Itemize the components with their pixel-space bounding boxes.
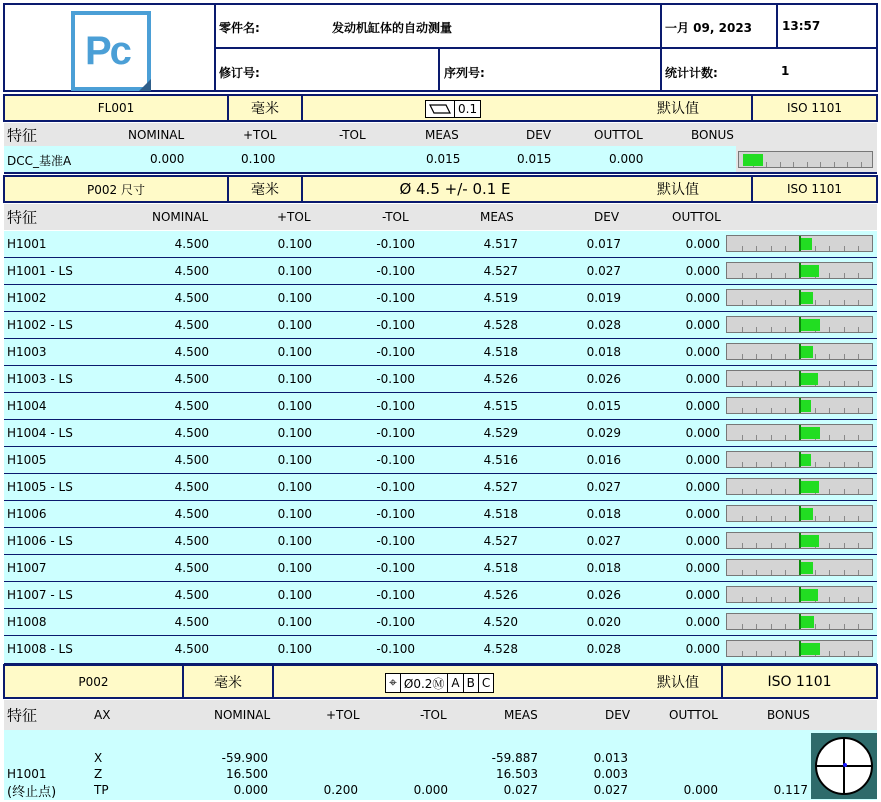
table-row — [4, 258, 877, 285]
meas-value: 4.527 — [483, 534, 518, 548]
deviation-gauge — [726, 316, 873, 333]
default-label: 默认值 — [657, 182, 699, 198]
dev-value: 0.028 — [586, 642, 621, 656]
dev-value: 0.018 — [586, 345, 621, 359]
target-plot — [811, 733, 877, 799]
mtol-value: -0.100 — [376, 480, 415, 494]
col-meas: MEAS — [425, 127, 459, 142]
outtol-value: 0.000 — [685, 615, 720, 629]
default-label: 默认值 — [657, 101, 699, 117]
datum-c: C — [481, 676, 491, 690]
dev-value: 0.013 — [593, 751, 628, 765]
table-row — [4, 420, 877, 447]
nominal-value: 0.000 — [150, 152, 185, 166]
table-row — [4, 447, 877, 474]
col-meas: MEAS — [504, 708, 538, 722]
deviation-fill — [800, 562, 813, 574]
iso-standard: ISO 1101 — [787, 182, 842, 196]
deviation-gauge — [726, 397, 873, 414]
meas-value: 4.529 — [483, 426, 518, 440]
feature-value: H1001 — [7, 237, 47, 251]
mtol-value: -0.100 — [376, 588, 415, 602]
feature-value: H1006 - LS — [7, 534, 73, 548]
table-row — [4, 146, 877, 174]
report-time: 13:57 — [782, 19, 821, 33]
outtol-value: 0.000 — [685, 534, 720, 548]
deviation-gauge — [726, 262, 873, 279]
col-dev: DEV — [526, 127, 552, 142]
p002-position-column-header — [4, 700, 877, 730]
nominal-value: 4.500 — [174, 561, 209, 575]
col-outtol: OUTTOL — [669, 708, 718, 722]
nominal-value: 4.500 — [174, 372, 209, 386]
dev-value: 0.027 — [586, 264, 621, 278]
feature-name: P002 — [78, 674, 109, 689]
table-row — [4, 339, 877, 366]
part-name-label: 零件名: — [219, 21, 260, 35]
dev-value: 0.018 — [586, 507, 621, 521]
outtol-value: 0.000 — [685, 318, 720, 332]
col-dev: DEV — [605, 708, 631, 722]
outtol-value: 0.000 — [685, 642, 720, 656]
col-meas: MEAS — [480, 210, 514, 224]
ptol-value: 0.100 — [277, 507, 312, 521]
ptol-value: 0.100 — [241, 152, 276, 166]
table-row — [4, 582, 877, 609]
col-ptol: +TOL — [326, 708, 360, 722]
outtol-value: 0.000 — [685, 237, 720, 251]
ptol-value: 0.100 — [277, 399, 312, 413]
mtol-value: -0.100 — [376, 453, 415, 467]
outtol-value: 0.000 — [685, 480, 720, 494]
revision-label: 修订号: — [219, 66, 260, 80]
feature-value: H1003 — [7, 345, 47, 359]
deviation-gauge — [726, 478, 873, 495]
mtol-value: -0.100 — [376, 318, 415, 332]
col-feature: 特征 — [7, 706, 38, 725]
flatness-fcf — [425, 100, 481, 118]
mtol-value: -0.100 — [376, 615, 415, 629]
ptol-value: 0.100 — [277, 561, 312, 575]
deviation-gauge — [726, 289, 873, 306]
meas-value: 4.527 — [483, 264, 518, 278]
meas-value: 0.027 — [503, 783, 538, 797]
outtol-value: 0.000 — [685, 588, 720, 602]
mtol-value: -0.100 — [376, 291, 415, 305]
dev-value: 0.027 — [586, 534, 621, 548]
feature-value: H1005 - LS — [7, 480, 73, 494]
outtol-value: 0.000 — [685, 426, 720, 440]
deviation-gauge — [726, 424, 873, 441]
dimension-callout: Ø 4.5 +/- 0.1 E — [399, 180, 511, 198]
table-row — [4, 285, 877, 312]
dev-value: 0.015 — [517, 152, 552, 166]
nominal-value: 4.500 — [174, 345, 209, 359]
meas-value: 4.520 — [483, 615, 518, 629]
feature-value: H1001 - LS — [7, 264, 73, 278]
outtol-value: 0.000 — [609, 152, 644, 166]
ax-value: TP — [94, 783, 109, 797]
meas-value: 4.527 — [483, 480, 518, 494]
p002-size-bar — [3, 175, 878, 203]
feature-value: H1003 - LS — [7, 372, 73, 386]
deviation-gauge — [726, 559, 873, 576]
deviation-gauge — [726, 532, 873, 549]
stats-count: 1 — [781, 64, 790, 78]
deviation-gauge — [726, 586, 873, 603]
nominal-value: 4.500 — [174, 642, 209, 656]
meas-value: 4.515 — [483, 399, 518, 413]
feature-value: H1004 — [7, 399, 47, 413]
dev-value: 0.027 — [593, 783, 628, 797]
col-nominal: NOMINAL — [152, 210, 209, 224]
mtol-value: 0.000 — [413, 783, 448, 797]
dev-value: 0.015 — [586, 399, 621, 413]
dev-value: 0.029 — [586, 426, 621, 440]
deviation-fill — [800, 589, 818, 601]
col-feature: 特征 — [7, 126, 38, 144]
fl001-column-header — [4, 123, 877, 146]
col-nominal: NOMINAL — [128, 127, 185, 142]
outtol-value: 0.000 — [685, 372, 720, 386]
nominal-value: 4.500 — [174, 615, 209, 629]
table-row — [4, 231, 877, 258]
fl001-bar — [3, 94, 878, 122]
ax-value: Z — [94, 767, 103, 781]
outtol-value: 0.000 — [685, 399, 720, 413]
part-name: 发动机缸体的自动测量 — [332, 21, 453, 35]
feature-id: DCC_基准A — [7, 154, 72, 168]
nominal-value: 16.500 — [226, 767, 268, 781]
col-bonus: BONUS — [767, 708, 810, 722]
ptol-value: 0.100 — [277, 345, 312, 359]
nominal-value: 4.500 — [174, 534, 209, 548]
table-row — [4, 555, 877, 582]
nominal-value: 4.500 — [174, 588, 209, 602]
meas-value: 4.526 — [483, 372, 518, 386]
feature-value: H1007 - LS — [7, 588, 73, 602]
bonus-value: 0.117 — [773, 783, 808, 797]
deviation-gauge — [726, 451, 873, 468]
dev-value: 0.003 — [593, 767, 628, 781]
dev-value: 0.016 — [586, 453, 621, 467]
deviation-fill — [800, 535, 819, 547]
ax-value: X — [94, 751, 103, 765]
datum-b: B — [464, 674, 479, 692]
meas-value: 4.526 — [483, 588, 518, 602]
ptol-value: 0.100 — [277, 588, 312, 602]
nominal-value: 4.500 — [174, 507, 209, 521]
mtol-value: -0.100 — [376, 642, 415, 656]
deviation-fill — [800, 454, 811, 466]
iso-standard: ISO 1101 — [767, 673, 832, 690]
mtol-value: -0.100 — [376, 534, 415, 548]
meas-value: 4.518 — [483, 507, 518, 521]
outtol-value: 0.000 — [683, 783, 718, 797]
mtol-value: -0.100 — [376, 345, 415, 359]
meas-value: 4.518 — [483, 345, 518, 359]
feature-value: H1002 - LS — [7, 318, 73, 332]
feature-name: P002 尺寸 — [87, 182, 145, 197]
nominal-value: 4.500 — [174, 453, 209, 467]
nominal-value: 4.500 — [174, 399, 209, 413]
ptol-value: 0.100 — [277, 264, 312, 278]
meas-value: 4.528 — [483, 318, 518, 332]
meas-value: 4.516 — [483, 453, 518, 467]
table-row — [4, 636, 877, 666]
serial-label: 序列号: — [444, 66, 485, 80]
position-icon: ⌖ — [386, 674, 401, 692]
deviation-fill — [800, 319, 820, 331]
deviation-fill — [800, 508, 813, 520]
nominal-value: 4.500 — [174, 480, 209, 494]
stats-label: 统计计数: — [665, 66, 718, 80]
meas-value: 4.517 — [483, 237, 518, 251]
deviation-fill — [800, 643, 820, 655]
deviation-gauge — [726, 235, 873, 252]
unit-label: 毫米 — [251, 101, 279, 117]
dev-value: 0.026 — [586, 588, 621, 602]
meas-value: 16.503 — [496, 767, 538, 781]
table-row — [4, 393, 877, 420]
dev-value: 0.019 — [586, 291, 621, 305]
col-bonus: BONUS — [691, 127, 734, 142]
report-header — [3, 3, 878, 92]
dev-value: 0.020 — [586, 615, 621, 629]
mtol-value: -0.100 — [376, 561, 415, 575]
outtol-value: 0.000 — [685, 264, 720, 278]
ptol-value: 0.100 — [277, 480, 312, 494]
col-ax: AX — [94, 708, 111, 722]
table-row — [4, 474, 877, 501]
feature-name: FL001 — [97, 101, 135, 115]
outtol-value: 0.000 — [685, 561, 720, 575]
unit-label: 毫米 — [214, 674, 242, 691]
table-row — [4, 528, 877, 555]
mtol-value: -0.100 — [376, 399, 415, 413]
mtol-value: -0.100 — [376, 264, 415, 278]
dev-value: 0.028 — [586, 318, 621, 332]
meas-value: 4.518 — [483, 561, 518, 575]
ptol-value: 0.100 — [277, 426, 312, 440]
outtol-value: 0.000 — [685, 507, 720, 521]
deviation-fill — [800, 373, 818, 385]
deviation-gauge — [726, 343, 873, 360]
deviation-gauge — [726, 505, 873, 522]
deviation-gauge — [726, 370, 873, 387]
feature-value: H1008 - LS — [7, 642, 73, 656]
outtol-value: 0.000 — [685, 345, 720, 359]
deviation-fill — [743, 154, 763, 166]
col-ptol: +TOL — [243, 127, 277, 142]
feature-subtitle: (终止点) — [7, 785, 57, 800]
col-ptol: +TOL — [277, 210, 311, 224]
deviation-fill — [800, 265, 819, 277]
p002-size-column-header — [4, 204, 877, 230]
fcf-tolerance: Ø0.2Ⓜ — [401, 674, 449, 692]
outtol-value: 0.000 — [685, 291, 720, 305]
col-outtol: OUTTOL — [594, 127, 643, 142]
mtol-value: -0.100 — [376, 372, 415, 386]
deviation-gauge — [726, 640, 873, 657]
deviation-fill — [800, 400, 811, 412]
meas-value: -59.887 — [491, 751, 538, 765]
deviation-fill — [800, 616, 814, 628]
default-label: 默认值 — [657, 674, 699, 691]
nominal-value: 4.500 — [174, 426, 209, 440]
table-row — [4, 312, 877, 339]
ptol-value: 0.100 — [277, 534, 312, 548]
ptol-value: 0.100 — [277, 453, 312, 467]
position-results — [4, 730, 877, 800]
nominal-value: 4.500 — [174, 237, 209, 251]
dev-value: 0.027 — [586, 480, 621, 494]
ptol-value: 0.100 — [277, 237, 312, 251]
dev-value: 0.017 — [586, 237, 621, 251]
ptol-value: 0.100 — [277, 291, 312, 305]
report-date: 一月 09, 2023 — [665, 21, 753, 35]
fcf-tolerance: 0.1 — [458, 102, 478, 116]
table-row — [4, 501, 877, 528]
meas-value: 4.528 — [483, 642, 518, 656]
nominal-value: 4.500 — [174, 264, 209, 278]
col-outtol: OUTTOL — [672, 210, 721, 224]
mtol-value: -0.100 — [376, 426, 415, 440]
col-feature: 特征 — [7, 208, 38, 227]
meas-value: 0.015 — [426, 152, 461, 166]
p002-position-bar — [3, 664, 878, 699]
position-fcf — [385, 673, 494, 693]
col-nominal: NOMINAL — [214, 708, 271, 722]
col-mtol: -TOL — [382, 210, 409, 224]
ptol-value: 0.200 — [323, 783, 358, 797]
outtol-value: 0.000 — [685, 453, 720, 467]
dev-value: 0.026 — [586, 372, 621, 386]
ptol-value: 0.100 — [277, 372, 312, 386]
datum-a: A — [448, 674, 463, 692]
meas-value: 4.519 — [483, 291, 518, 305]
deviation-gauge — [738, 151, 873, 168]
deviation-fill — [800, 346, 813, 358]
col-mtol: -TOL — [339, 127, 366, 142]
deviation-fill — [800, 427, 820, 439]
nominal-value: -59.900 — [221, 751, 268, 765]
feature-id: H1001 — [7, 767, 47, 781]
col-mtol: -TOL — [420, 708, 447, 722]
target-icon — [811, 733, 877, 799]
feature-value: H1007 — [7, 561, 47, 575]
feature-value: H1002 — [7, 291, 47, 305]
deviation-fill — [800, 292, 813, 304]
table-row — [4, 609, 877, 636]
ptol-value: 0.100 — [277, 318, 312, 332]
deviation-gauge — [726, 613, 873, 630]
feature-value: H1008 — [7, 615, 47, 629]
ptol-value: 0.100 — [277, 615, 312, 629]
nominal-value: 4.500 — [174, 291, 209, 305]
table-row — [4, 366, 877, 393]
feature-value: H1004 - LS — [7, 426, 73, 440]
col-dev: DEV — [594, 210, 620, 224]
mtol-value: -0.100 — [376, 237, 415, 251]
nominal-value: 0.000 — [233, 783, 268, 797]
mtol-value: -0.100 — [376, 507, 415, 521]
feature-value: H1006 — [7, 507, 47, 521]
unit-label: 毫米 — [251, 182, 279, 198]
ptol-value: 0.100 — [277, 642, 312, 656]
feature-value: H1005 — [7, 453, 47, 467]
deviation-fill — [800, 238, 812, 250]
dev-value: 0.018 — [586, 561, 621, 575]
nominal-value: 4.500 — [174, 318, 209, 332]
flatness-icon — [426, 101, 455, 117]
pc-logo: Pc — [71, 11, 151, 91]
iso-standard: ISO 1101 — [787, 101, 842, 115]
deviation-fill — [800, 481, 819, 493]
